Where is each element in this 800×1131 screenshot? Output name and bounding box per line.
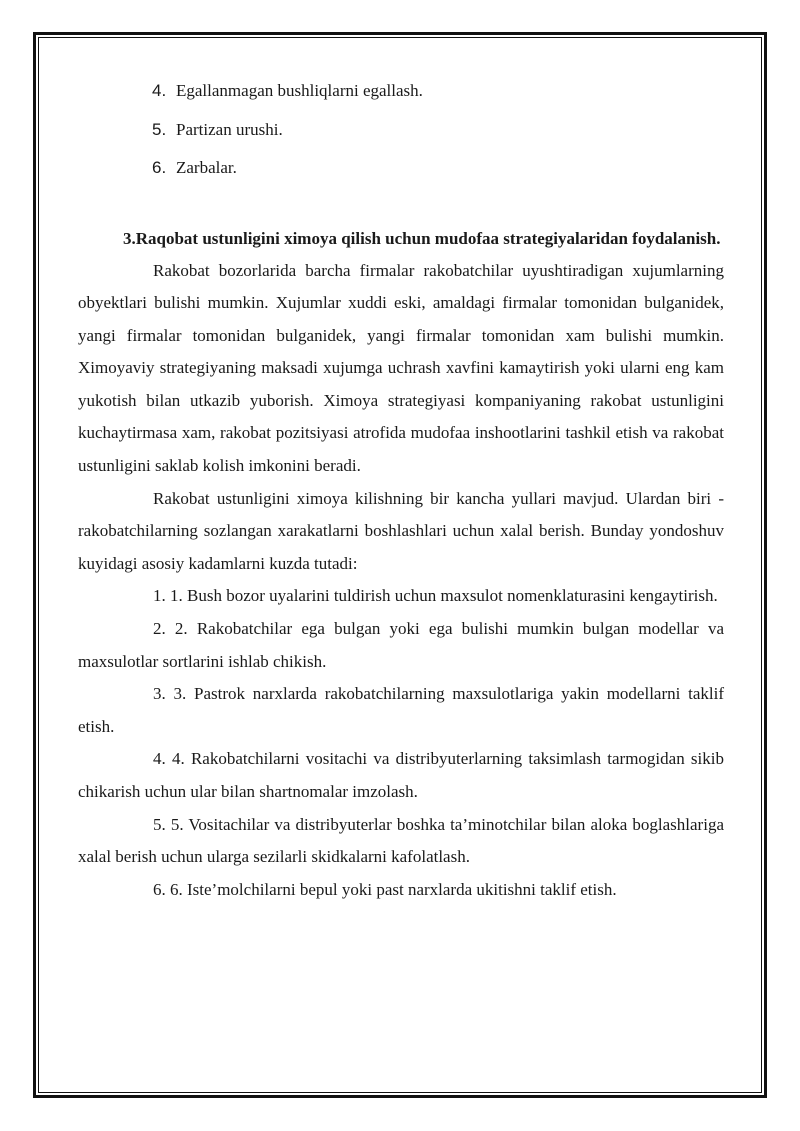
list-item-number: 6. [152,158,167,177]
numbered-list [78,72,724,188]
list-item [78,149,724,188]
step-item: 2. 2. Rakobatchilar ega bulgan yoki ega bulishi mumkin bulgan modellar va maxsulotlar sortlarini ishlab chikish. [78,619,724,671]
list-item-number: 5. [152,119,167,139]
section-heading: 3.Raqobat ustunligini ximoya qilish uchun mudofaa strategiyalaridan foydalanish. [123,228,721,248]
step-item: 1. 1. Bush bozor uyalarini tuldirish uchun maxsulot nomenklaturasini kengaytirish. [153,586,718,606]
list-item-text: Partizan urushi. [176,119,283,139]
step-item: 6. 6. Iste’molchilarni bepul yoki past narxlarda ukitishni taklif etish. [153,879,617,899]
list-item [78,72,724,111]
step-item: 4. 4. Rakobatchilarni vositachi va distribyuterlarning taksimlash tarmogidan sikib chikarish uchun ular bilan shartnomalar imzolash. [78,749,724,801]
steps-list [78,580,724,906]
list-item [78,111,724,150]
document-body [78,72,724,906]
list-item-text: Egallanmagan bushliqlarni egallash. [176,81,423,100]
paragraph: Rakobat bozorlarida barcha firmalar rakobatchilar uyushtiradigan xujumlarning obyektlari bulishi mumkin. Xujumlar xuddi eski, amaldagi firmalar tomonidan bulganidek, yangi firmalar tomonidan bulganidek, yangi firmalar tomonidan xam bulishi mumkin. Ximoyaviy strategiyaning maksadi xujumga uchrash xavfini kamaytirish yoki ularni eng kam yukotish bilan utkazib yuborish. Ximoya strategiyasi kompaniyaning rakobat ustunligini kuchaytirmasa xam, rakobat pozitsiyasi atrofida mudofaa inshootlarini tashkil etish va rakobat ustunligini saklab kolish imkonini beradi. [78,260,724,476]
list-item-number: 4. [152,81,167,100]
step-item: 3. 3. Pastrok narxlarda rakobatchilarning maxsulotlariga yakin modellarni taklif etish. [78,684,724,736]
paragraph: Rakobat ustunligini ximoya kilishning bir kancha yullari mavjud. Ulardan biri - rakobatchilarning sozlangan xarakatlarni boshlashlari uchun xalal berish. Bunday yondoshuv kuyidagi asosiy kadamlarni kuzda tutadi: [78,488,724,573]
list-item-text: Zarbalar. [176,158,237,177]
step-item: 5. 5. Vositachilar va distribyuterlar boshka ta’minotchilar bilan aloka boglashlariga xalal berish uchun ularga sezilarli skidkalarni kafolatlash. [78,814,724,867]
